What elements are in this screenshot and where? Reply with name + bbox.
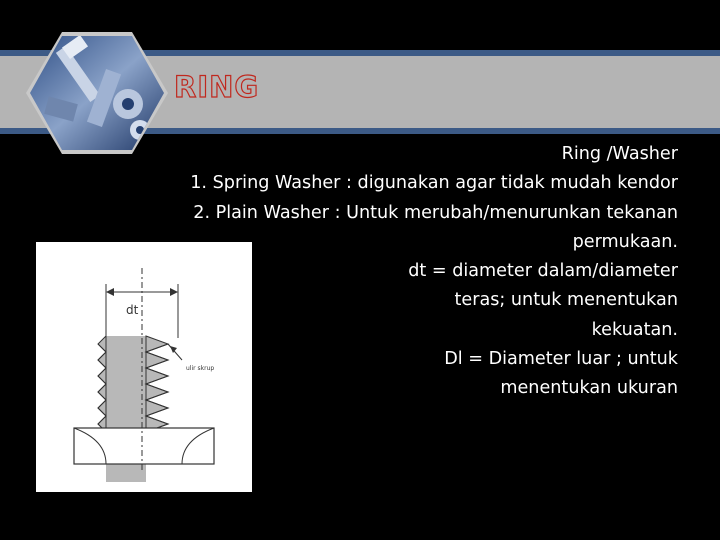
body-line: 2. Plain Washer : Untuk merubah/menurunkan tekanan	[193, 202, 678, 223]
body-line: Dl = Diameter luar ; untuk	[444, 349, 678, 370]
callout-leader	[168, 344, 182, 360]
body-line: kekuatan.	[591, 319, 678, 340]
body-line: permukaan.	[572, 231, 678, 252]
slide-title: RING	[174, 70, 260, 104]
body-line: menentukan ukuran	[500, 378, 678, 399]
body-line: dt = diameter dalam/diameter	[408, 261, 678, 282]
bolts-photo-badge	[24, 30, 170, 156]
body-line: teras; untuk menentukan	[454, 290, 678, 311]
callout-label: ulir skrup	[186, 365, 215, 372]
dimension-label: dt	[126, 303, 139, 317]
nut-head	[74, 428, 214, 464]
bolt-diagram	[36, 242, 252, 492]
body-line: Ring /Washer	[561, 144, 678, 164]
body-line: 1. Spring Washer : digunakan agar tidak mudah kendor	[190, 173, 678, 194]
